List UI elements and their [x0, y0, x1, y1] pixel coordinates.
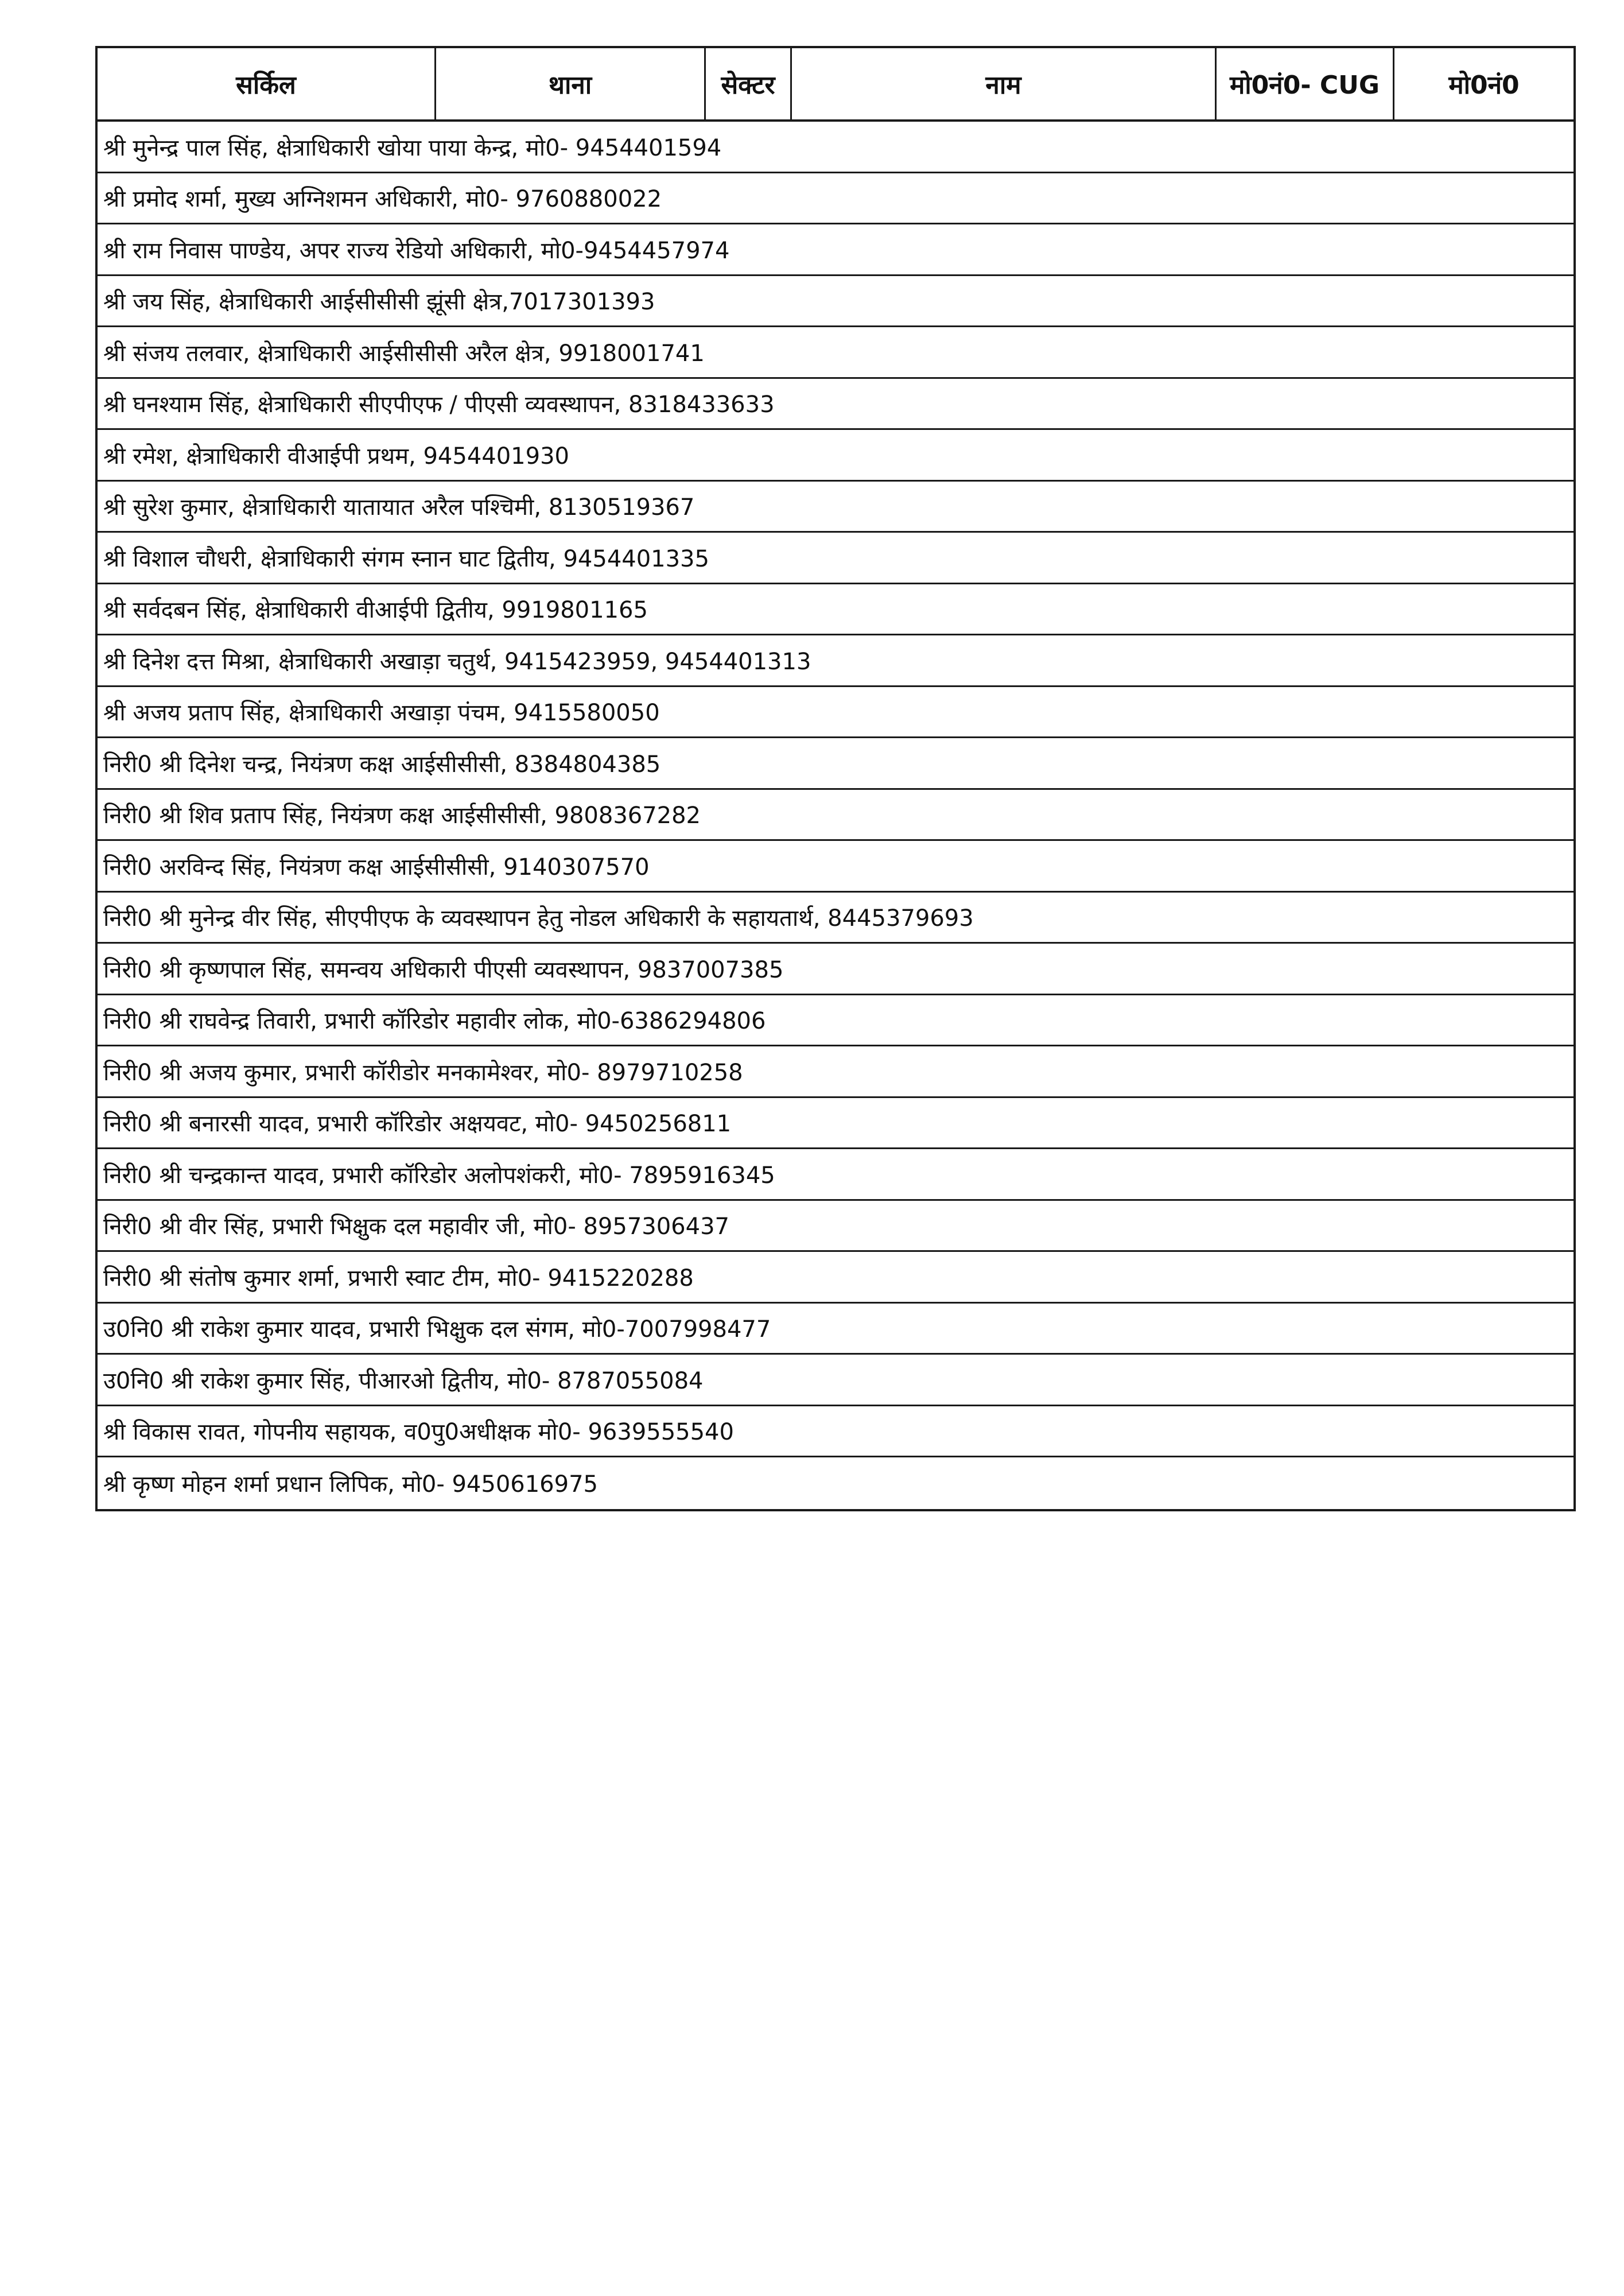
table-row: निरी0 अरविन्द सिंह, नियंत्रण कक्ष आईसीसीसी, 9140307570: [98, 841, 1574, 893]
header-mobile: मो0नं0: [1448, 71, 1520, 100]
header-thana: थाना: [436, 48, 706, 119]
table-row: श्री सुरेश कुमार, क्षेत्राधिकारी यातायात अरैल पश्चिमी, 8130519367: [98, 482, 1574, 533]
table-row: निरी0 श्री चन्द्रकान्त यादव, प्रभारी कॉरिडोर अलोपशंकरी, मो0- 7895916345: [98, 1149, 1574, 1201]
table-row: निरी0 श्री अजय कुमार, प्रभारी कॉरीडोर मनकामेश्वर, मो0- 8979710258: [98, 1046, 1574, 1098]
table-row: निरी0 श्री बनारसी यादव, प्रभारी कॉरिडोर अक्षयवट, मो0- 9450256811: [98, 1098, 1574, 1150]
header-circle: सर्किल: [98, 48, 436, 119]
table-row: निरी0 श्री दिनेश चन्द्र, नियंत्रण कक्ष आईसीसीसी, 8384804385: [98, 738, 1574, 790]
table-body: [98, 122, 1574, 1509]
table-row: निरी0 श्री शिव प्रताप सिंह, नियंत्रण कक्ष आईसीसीसी, 9808367282: [98, 790, 1574, 841]
table-row: श्री सर्वदबन सिंह, क्षेत्राधिकारी वीआईपी द्वितीय, 9919801165: [98, 584, 1574, 636]
table-row: श्री प्रमोद शर्मा, मुख्य अग्निशमन अधिकारी, मो0- 9760880022: [98, 173, 1574, 225]
table-row: श्री दिनेश दत्त मिश्रा, क्षेत्राधिकारी अखाड़ा चतुर्थ, 9415423959, 9454401313: [98, 635, 1574, 687]
table-row: श्री घनश्याम सिंह, क्षेत्राधिकारी सीएपीएफ / पीएसी व्यवस्थापन, 8318433633: [98, 379, 1574, 430]
table-row: श्री विकास रावत, गोपनीय सहायक, व0पु0अधीक्षक मो0- 9639555540: [98, 1406, 1574, 1458]
table-row: निरी0 श्री वीर सिंह, प्रभारी भिक्षुक दल महावीर जी, मो0- 8957306437: [98, 1201, 1574, 1252]
table-row: श्री राम निवास पाण्डेय, अपर राज्य रेडियो अधिकारी, मो0-9454457974: [98, 224, 1574, 276]
table-row: श्री विशाल चौधरी, क्षेत्राधिकारी संगम स्नान घाट द्वितीय, 9454401335: [98, 533, 1574, 584]
table-row: निरी0 श्री राघवेन्द्र तिवारी, प्रभारी कॉरिडोर महावीर लोक, मो0-6386294806: [98, 995, 1574, 1047]
table-row: श्री कृष्ण मोहन शर्मा प्रधान लिपिक, मो0- 9450616975: [103, 1471, 598, 1498]
table-row: निरी0 श्री कृष्णपाल सिंह, समन्वय अधिकारी पीएसी व्यवस्थापन, 9837007385: [98, 944, 1574, 995]
table-row: उ0नि0 श्री राकेश कुमार सिंह, पीआरओ द्वितीय, मो0- 8787055084: [98, 1355, 1574, 1406]
table-row: श्री मुनेन्द्र पाल सिंह, क्षेत्राधिकारी खोया पाया केन्द्र, मो0- 9454401594: [98, 122, 1574, 173]
table-row: श्री रमेश, क्षेत्राधिकारी वीआईपी प्रथम, 9454401930: [98, 430, 1574, 482]
header-sector: सेक्टर: [706, 48, 792, 119]
officer-contact-table: [95, 46, 1576, 1511]
header-naam: नाम: [792, 48, 1217, 119]
header-cug-mobile: मो0नं0- CUG: [1217, 48, 1394, 119]
table-row: श्री संजय तलवार, क्षेत्राधिकारी आईसीसीसी अरैल क्षेत्र, 9918001741: [98, 327, 1574, 379]
table-header-row: [98, 48, 1574, 122]
table-row: उ0नि0 श्री राकेश कुमार यादव, प्रभारी भिक्षुक दल संगम, मो0-7007998477: [98, 1304, 1574, 1355]
table-row: निरी0 श्री मुनेन्द्र वीर सिंह, सीएपीएफ के व्यवस्थापन हेतु नोडल अधिकारी के सहायतार्थ, 8445379693: [98, 893, 1574, 944]
table-row: निरी0 श्री संतोष कुमार शर्मा, प्रभारी स्वाट टीम, मो0- 9415220288: [98, 1252, 1574, 1304]
table-row: श्री अजय प्रताप सिंह, क्षेत्राधिकारी अखाड़ा पंचम, 9415580050: [98, 687, 1574, 739]
table-row: श्री जय सिंह, क्षेत्राधिकारी आईसीसीसी झूंसी क्षेत्र,7017301393: [98, 276, 1574, 328]
